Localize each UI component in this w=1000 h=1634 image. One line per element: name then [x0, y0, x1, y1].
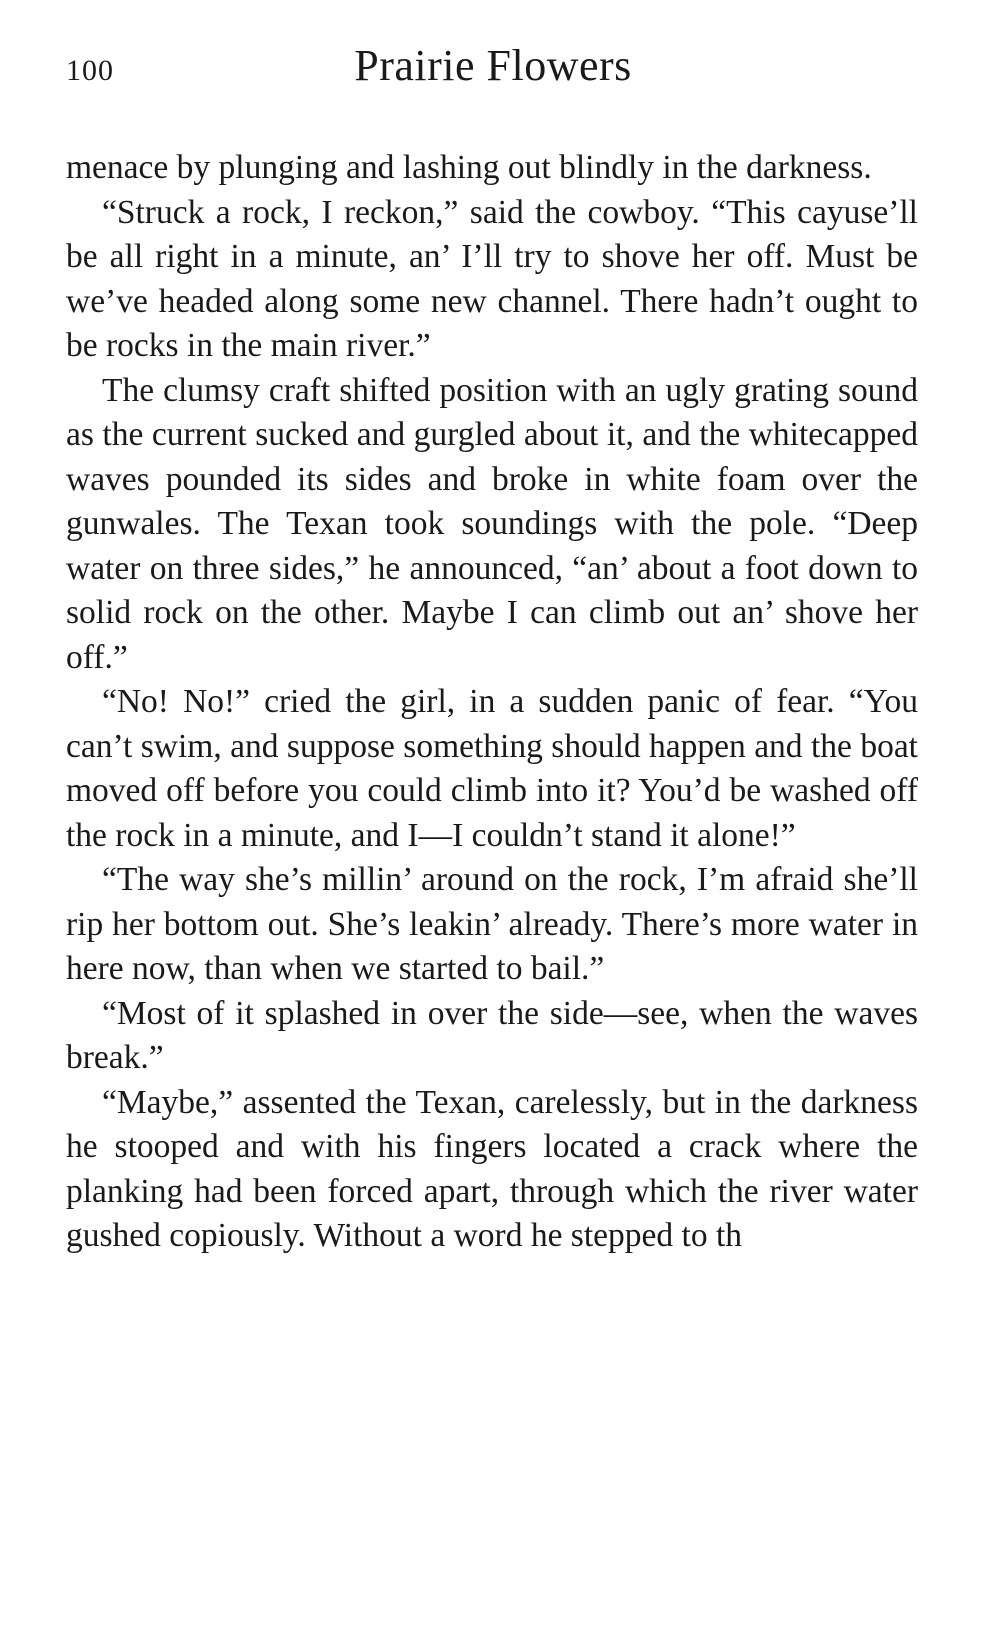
body-text [66, 146, 918, 1259]
running-head [66, 40, 920, 100]
book-title: Prairie Flowers [354, 41, 632, 90]
paragraph: “The way she’s millin’ around on the rock, I’m afraid she’ll rip her bottom out. She’s leakin’ already. There’s more water in here now, than when we started to bail.” [66, 861, 918, 987]
paragraph: “Maybe,” assented the Texan, carelessly, but in the darkness he stooped and with his fingers located a crack where the planking had been forced apart, through which the river water gushed copiously. Without a word he stepped to th [66, 1083, 918, 1254]
page-number: 100 [66, 54, 114, 87]
paragraph: “Struck a rock, I reckon,” said the cowboy. “This cayuse’ll be all right in a minute, an’ I’ll try to shove her off. Must be we’ve headed along some new channel. There hadn’t ought to be rocks in the main river.” [66, 193, 918, 364]
paragraph: The clumsy craft shifted position with an ugly grating sound as the current sucked and gurgled about it, and the whitecapped waves pounded its sides and broke in white foam over the gunwales. The Texan took soundings with the pole. “Deep water on three sides,” he announced, “an’ about a foot down to solid rock on the other. Maybe I can climb out an’ shove her off.” [66, 371, 918, 676]
paragraph: “Most of it splashed in over the side—see, when the waves break.” [66, 994, 918, 1076]
paragraph: menace by plunging and lashing out blindly in the darkness. [66, 149, 872, 186]
paragraph: “No! No!” cried the girl, in a sudden panic of fear. “You can’t swim, and suppose something should happen and the boat moved off before you could climb into it? You’d be washed off the rock in a minute, and I—I couldn’t stand it alone!” [66, 683, 918, 854]
